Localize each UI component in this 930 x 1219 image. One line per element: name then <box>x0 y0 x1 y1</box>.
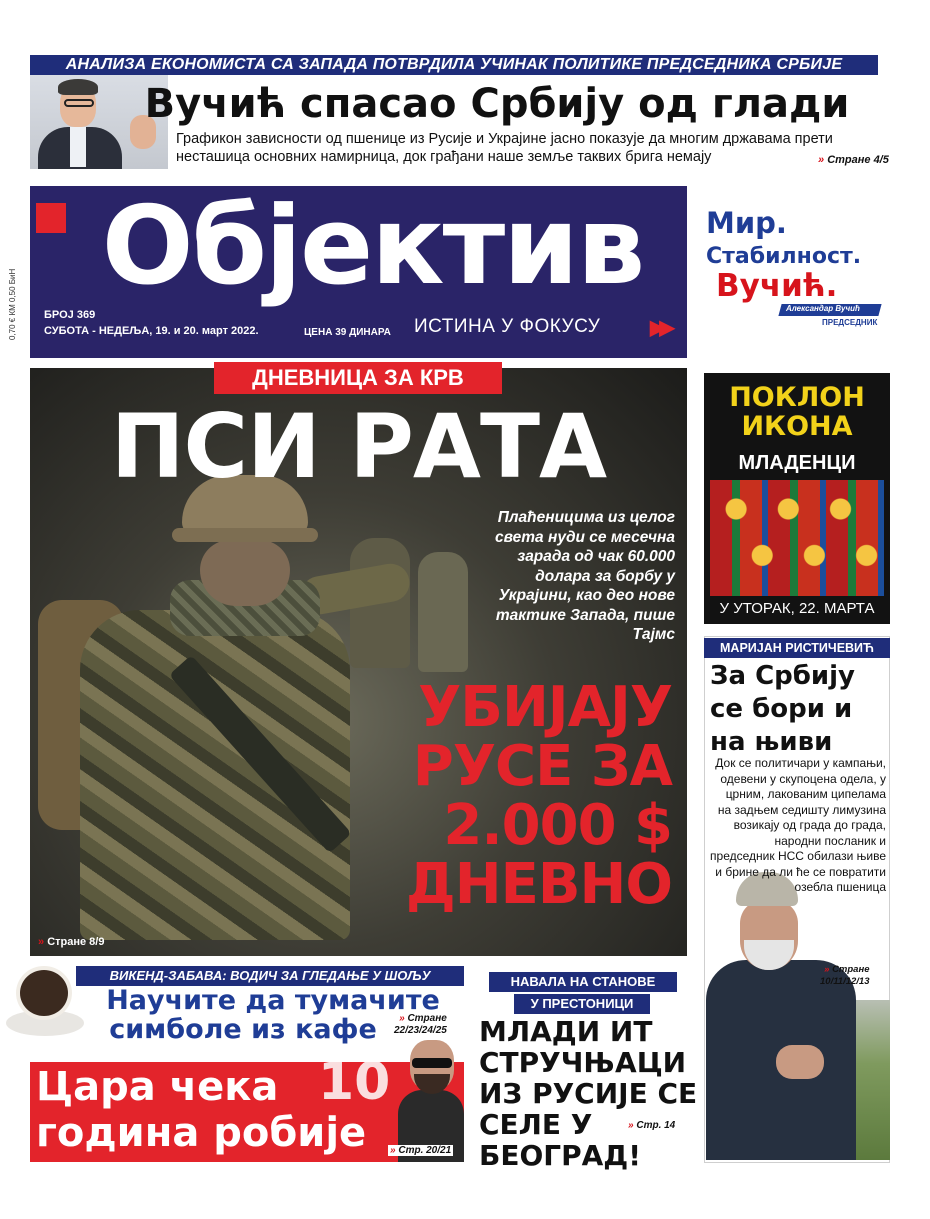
campaign-line-2: Стабилност. <box>706 244 862 269</box>
campaign-line-1: Мир. <box>706 206 787 240</box>
double-chevron-icon: » <box>824 964 830 975</box>
double-chevron-icon: » <box>818 154 825 166</box>
issue-price: ЦЕНА 39 ДИНАРА <box>304 327 391 338</box>
subhead-line: 2.000 $ <box>443 793 672 858</box>
masthead-slogan: ИСТИНА У ФОКУСУ <box>414 316 601 337</box>
column-headline[interactable]: За Србију се бори и на њиви <box>710 661 855 757</box>
car-headline-line: година робије <box>36 1110 367 1156</box>
subhead-line: РУСЕ ЗА <box>412 734 672 799</box>
double-chevron-icon: » <box>628 1120 634 1131</box>
icon-promo-line-3: МЛАДЕНЦИ <box>738 452 856 474</box>
background-soldier <box>418 552 468 672</box>
car-teaser-headline <box>36 1064 416 1156</box>
double-chevron-icon: » <box>390 1145 396 1156</box>
double-chevron-icon: » <box>399 1013 405 1024</box>
coffee-kicker: ВИКЕНД-ЗАБАВА: ВОДИЧ ЗА ГЛЕДАЊЕ У ШОЉУ <box>76 966 464 986</box>
coffee-headline-line: симболе из кафе <box>109 1014 377 1045</box>
main-story-subhead[interactable] <box>330 675 672 917</box>
farmer-hand <box>776 1045 824 1079</box>
main-story-headline[interactable]: ПСИ РАТА <box>110 395 607 498</box>
top-story-page-ref: » Стране 4/5 <box>818 154 889 166</box>
main-story-deck: Плаћеницима из целог света нуди се месечна зарада од чак 60.000 долара за борбу у Украјини, као део нове тактике Запада, пише Тајмс <box>495 509 675 643</box>
main-story-kicker: ДНЕВНИЦА ЗА КРВ <box>214 362 502 394</box>
apt-kicker-2: У ПРЕСТОНИЦИ <box>514 994 650 1014</box>
subhead-line: УБИЈАЈУ <box>418 675 672 740</box>
car-teaser-number: 10 <box>318 1052 391 1112</box>
campaign-line-3: Вучић. <box>716 268 838 304</box>
double-chevron-icon: » <box>38 936 45 948</box>
soldier-face <box>200 540 290 606</box>
column-body: Док се политичари у кампањи, одевени у скупоцена одела, у црним, лакованим ципелама на задњем седишту лимузина возикају од града до града, народни посланик и председник НСС обилази њиве и брине да ли ће се повратити озебла пшеница <box>710 756 886 894</box>
column-page-ref: » Стране 10/11/12/13 <box>820 964 870 987</box>
top-story-headline[interactable]: Вучић спасао Србију од глади <box>144 81 850 127</box>
top-story-deck: Графикон зависности од пшенице из Русије и Украјине јасно показује да многим државама прети несташица основних намирница, док грађани наше земље таквих брига немају <box>176 131 833 165</box>
soldier-body <box>80 610 350 940</box>
coffee-cup-icon <box>16 966 72 1020</box>
newspaper-title: Објектив <box>101 184 644 309</box>
sunglasses-icon <box>412 1058 452 1068</box>
coffee-headline-line: Научите да тумачите <box>106 985 440 1016</box>
side-prices: 0,70 € КМ 0,50 БиН <box>8 268 17 340</box>
campaign-role: ПРЕДСЕДНИК <box>822 318 878 327</box>
double-chevron-icon: ▶▶ <box>650 317 669 339</box>
icon-artwork <box>710 480 884 596</box>
soldier-helmet-brim <box>172 528 318 542</box>
car-page-ref: » Стр. 20/21 <box>390 1145 452 1156</box>
apt-headline[interactable]: МЛАДИ ИТ СТРУЧЊАЦИ ИЗ РУСИЈЕ СЕ СЕЛЕ У БЕОГРАД! <box>479 1015 698 1172</box>
main-story-page-ref: » Стране 8/9 <box>38 936 105 948</box>
icon-promo-line-1: ПОКЛОН <box>729 382 865 413</box>
top-story-kicker: АНАЛИЗА ЕКОНОМИСТА СА ЗАПАДА ПОТВРДИЛА УЧИНАК ПОЛИТИКЕ ПРЕДСЕДНИКА СРБИЈЕ <box>30 55 878 75</box>
subhead-line: ДНЕВНО <box>405 852 672 917</box>
car-headline-line: Цара чека <box>36 1064 279 1110</box>
campaign-signature: Александар Вучић <box>786 304 860 313</box>
icon-promo-date: У УТОРАК, 22. МАРТА <box>719 600 875 617</box>
icon-promo-line-2: ИКОНА <box>741 411 853 442</box>
issue-number: БРОЈ 369 <box>44 309 96 321</box>
apt-kicker-1: НАВАЛА НА СТАНОВЕ <box>489 972 677 992</box>
issue-date: СУБОТА - НЕДЕЉА, 19. и 20. март 2022. <box>44 325 259 337</box>
column-kicker: МАРИЈАН РИСТИЧЕВИЋ <box>704 638 890 658</box>
apt-page-ref: » Стр. 14 <box>628 1120 676 1131</box>
coffee-page-ref: » Стране 22/23/24/25 <box>394 1013 447 1036</box>
